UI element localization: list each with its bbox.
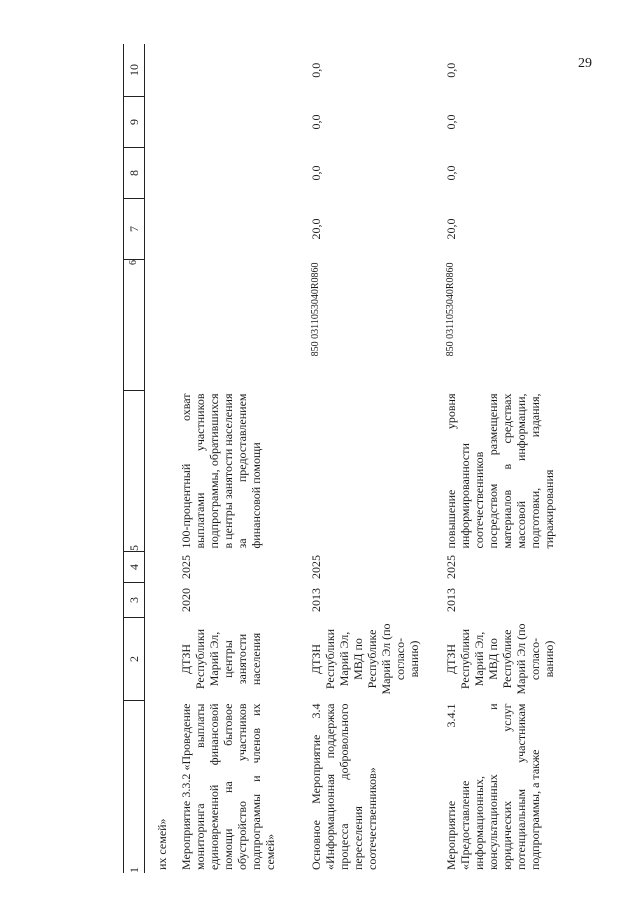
value-col-10 (179, 44, 309, 97)
program-table (123, 44, 584, 873)
table-row (444, 44, 584, 873)
measure-name: Мероприятие 3.3.2 «Проведение мониторинга выплаты единовременной финансовой помощи на бытовое обустройство участников подпрограммы и членов их семей» (179, 703, 277, 870)
table-row (179, 44, 309, 873)
start-year: 2013 (444, 588, 458, 612)
header-col-1: 1 (124, 701, 145, 874)
carry-over-row (145, 44, 180, 873)
start-year: 2020 (179, 588, 193, 612)
budget-code: 850 0311053040R0860 (310, 262, 321, 357)
expected-result: повышение уровня информированности соотечественников посредством размещения материалов в средствах массовой информации, подготовки, издания, тиражирования (444, 393, 556, 549)
header-col-10: 10 (124, 44, 145, 97)
header-col-4: 4 (124, 552, 145, 583)
budget-code: 850 0311053040R0860 (445, 262, 456, 357)
expected-result (309, 391, 444, 552)
header-col-9: 9 (124, 97, 145, 148)
header-col-8: 8 (124, 148, 145, 199)
header-row (124, 44, 145, 873)
header-col-2: 2 (124, 618, 145, 701)
carry-over-text: их семей» (155, 818, 169, 870)
value-col-9: 0,0 (444, 114, 458, 130)
measure-name: Основное Мероприятие 3.4 «Информационная поддержка процесса добровольного переселения соотечественников» (309, 703, 379, 870)
value-col-8: 0,0 (444, 165, 458, 181)
expected-result: 100-процентный охват выплатами участников подпрограммы, обратившихся в центры занятости населения за предоставлением финансовой помощи (179, 393, 263, 549)
header-col-7: 7 (124, 199, 145, 260)
header-col-6: 6 (124, 260, 145, 391)
end-year: 2025 (309, 555, 323, 579)
start-year: 2013 (309, 588, 323, 612)
value-col-9 (179, 97, 309, 148)
value-col-10: 0,0 (309, 62, 323, 78)
value-col-10: 0,0 (444, 62, 458, 78)
header-col-3: 3 (124, 583, 145, 618)
value-col-7: 20,0 (444, 218, 458, 240)
executor: ДТЗН Республики Марий Эл, МВД по Республике Марий Эл (по согласо-ванию) (309, 623, 421, 695)
header-col-5: 5 (124, 391, 145, 552)
value-col-8: 0,0 (309, 165, 323, 181)
budget-code (179, 260, 309, 391)
executor: ДТЗН Республики Марий Эл, центры занятости населения (179, 628, 263, 690)
executor: ДТЗН Республики Марий Эл, МВД по Республике Марий Эл (по согласо-ванию) (444, 623, 556, 695)
end-year: 2025 (179, 555, 193, 579)
value-col-7 (179, 199, 309, 260)
page-number: 29 (578, 56, 592, 71)
value-col-7: 20,0 (309, 218, 323, 240)
rotated-table-wrapper (123, 53, 588, 873)
measure-name: Мероприятие 3.4.1 «Предоставление информационных, консультационных и юридических услуг потенциальным участникам подпрограммы, а также (444, 703, 542, 870)
end-year: 2025 (444, 555, 458, 579)
value-col-9: 0,0 (309, 114, 323, 130)
value-col-8 (179, 148, 309, 199)
table-row (309, 44, 444, 873)
